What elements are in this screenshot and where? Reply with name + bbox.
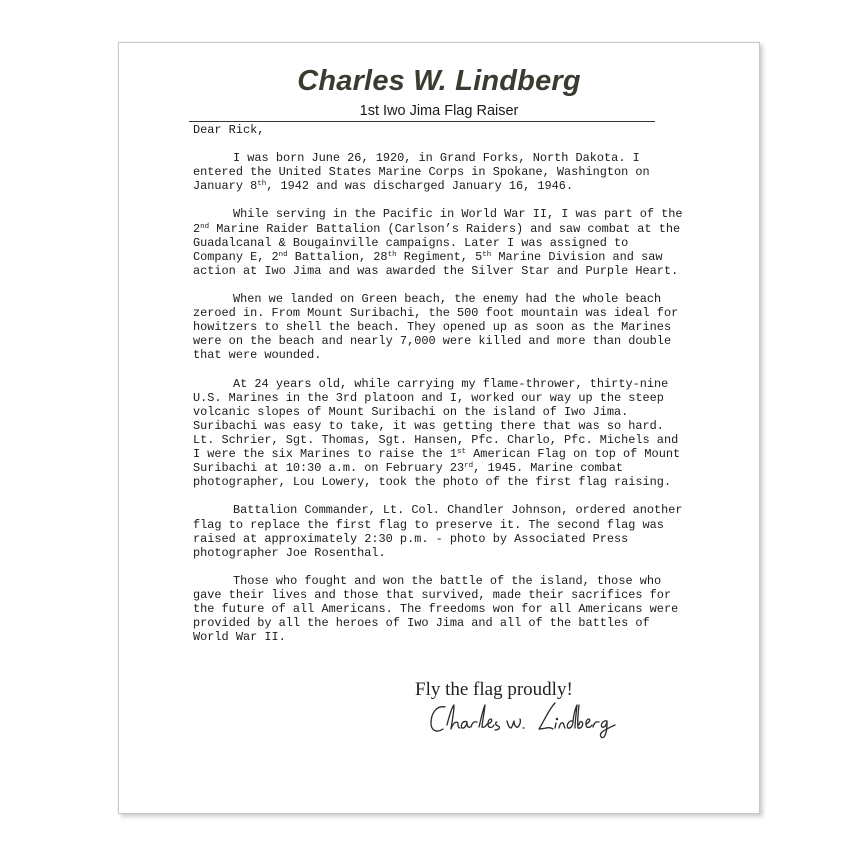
paragraph-4: At 24 years old, while carrying my flame-thrower, thirty-nine U.S. Marines in the 3rd platoon and I, worked our way up the steep volcanic slopes of Mount Suribachi on the island of Iwo Jima. Suribachi was easy to take, it was getting there that was so hard. Lt. Schrier, Sgt. Thomas, Sgt. Hansen, Pfc. Charlo, Pfc. Michels and I were the six Marines to raise the 1st American Flag on top of Mount Suribachi at 10:30 a.m. on February 23rd, 1945. Marine combat photographer, Lou Lowery, took the photo of the first flag raising. — [193, 376, 681, 490]
closing-line: Fly the flag proudly! — [415, 679, 573, 700]
paragraph-3: When we landed on Green beach, the enemy had the whole beach zeroed in. From Mount Suribachi, the 500 foot mountain was ideal for howitzers to shell the beach. They opened up as soon as the Marines were on the beach and nearly 7,000 were killed and more than double that were wounded. — [193, 292, 679, 363]
letterhead-subtitle: 1st Iwo Jima Flag Raiser — [359, 103, 519, 119]
handwritten-signature — [425, 699, 625, 739]
salutation: Dear Rick, — [193, 123, 265, 137]
paragraph-6: Those who fought and won the battle of the island, those who gave their lives and those that survived, made their sacrifices for the future of all Americans. The freedoms won for all Americans were provided by all the heroes of Iwo Jima and all of the battles of World War II. — [193, 573, 679, 645]
paragraph-1: I was born June 26, 1920, in Grand Forks, North Dakota. I entered the United States Marine Corps in Spokane, Washington on January 8th, 1942 and was discharged January 16, 1946. — [193, 151, 650, 194]
letterhead-rule — [189, 121, 655, 122]
letterhead-name: Charles W. Lindberg — [297, 65, 581, 97]
paragraph-5: Battalion Commander, Lt. Col. Chandler Johnson, ordered another flag to replace the first flag to preserve it. The second flag was raised at approximately 2:30 p.m. - photo by Associated Press photographer Joe Rosenthal. — [193, 503, 683, 560]
letter-body — [193, 123, 683, 658]
paragraph-2: While serving in the Pacific in World War II, I was part of the 2nd Marine Raider Battalion (Carlson’s Raiders) and saw combat at the Guadalcanal & Bougainville campaigns. Later I was assigned to Company E, 2nd Battalion, 28th Regiment, 5th Marine Division and saw action at Iwo Jima and was awarded the Silver Star and Purple Heart. — [193, 207, 683, 278]
letter-page — [118, 42, 760, 814]
